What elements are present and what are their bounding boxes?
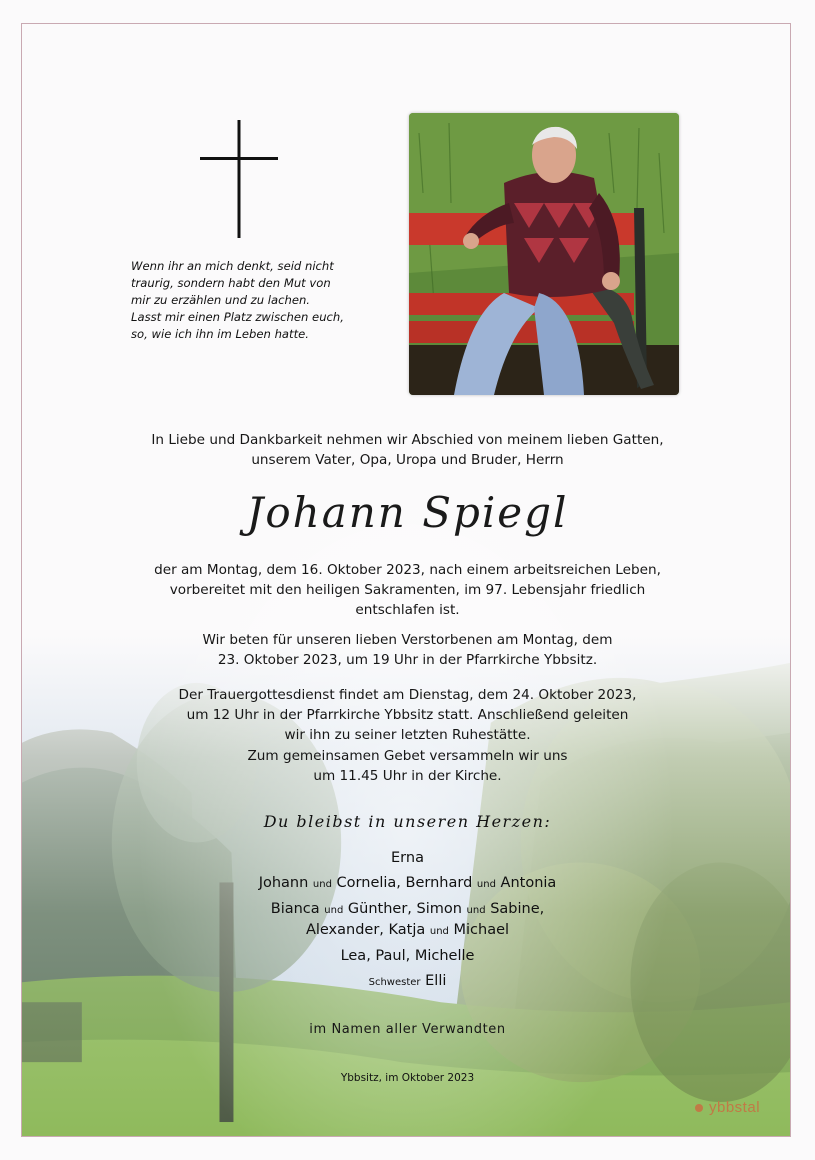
mass-line: Der Trauergottesdienst findet am Dienstag, dem 24. Oktober 2023, — [178, 687, 637, 703]
motto-verse — [131, 258, 371, 343]
family-name: Elli — [425, 972, 447, 989]
death-line: entschlafen ist. — [355, 602, 460, 618]
motto-line: so, wie ich ihn im Leben hatte. — [131, 327, 309, 341]
ybbstal-logo: ybbstal — [709, 1099, 761, 1116]
motto-line: Wenn ihr an mich denkt, seid nicht — [131, 259, 334, 273]
prayer-text — [60, 630, 755, 670]
sister-label: Schwester — [368, 976, 421, 988]
family-name: Lea, Paul, Michelle — [340, 948, 475, 964]
family-name: Antonia — [500, 874, 557, 891]
prayer-line: 23. Oktober 2023, um 19 Uhr in der Pfarrkirche Ybbsitz. — [217, 652, 598, 668]
motto-line: mir zu erzählen und zu lachen. — [131, 293, 310, 307]
intro-line: unserem Vater, Opa, Uropa und Bruder, Herrn — [251, 452, 564, 468]
family-name: Günther, Simon — [347, 901, 462, 917]
hearts-heading: Du bleibst in unseren Herzen: — [263, 812, 552, 831]
family-line — [60, 846, 755, 871]
family-line — [60, 871, 755, 898]
mass-line: um 12 Uhr in der Pfarrkirche Ybbsitz statt. Anschließend geleiten — [186, 707, 629, 723]
family-name: Cornelia, Bernhard — [336, 874, 473, 891]
family-line — [60, 944, 755, 969]
gathering-line: Zum gemeinsamen Gebet versammeln wir uns — [247, 748, 568, 764]
ybbstal-logo-icon — [694, 1103, 704, 1113]
family-line — [60, 918, 755, 945]
gathering-line: um 11.45 Uhr in der Kirche. — [313, 768, 502, 784]
gathering-text — [60, 746, 755, 786]
portrait-photo — [409, 113, 679, 395]
mass-line: wir ihn zu seiner letzten Ruhestätte. — [284, 727, 531, 743]
family-name: Sabine, — [490, 901, 545, 917]
and-word: und — [312, 878, 332, 890]
death-text — [60, 560, 755, 620]
motto-line: traurig, sondern habt den Mut von — [131, 276, 331, 290]
relatives-text: im Namen aller Verwandten — [309, 1022, 506, 1037]
intro-line: In Liebe und Dankbarkeit nehmen wir Abschied von meinem lieben Gatten, — [151, 432, 664, 448]
and-word: und — [466, 905, 486, 916]
and-word: und — [324, 905, 344, 916]
place-date: Ybbsitz, im Oktober 2023 — [340, 1072, 475, 1084]
intro-text — [60, 430, 755, 470]
family-name: Bianca — [270, 901, 320, 917]
family-name: Michael — [453, 921, 510, 938]
family-name: Alexander, Katja — [305, 921, 426, 938]
family-list — [60, 846, 755, 995]
cross-icon — [200, 120, 278, 238]
family-name: Erna — [391, 850, 424, 866]
deceased-name: Johann Spiegl — [246, 488, 569, 537]
and-word: und — [476, 878, 496, 890]
death-line: der am Montag, dem 16. Oktober 2023, nach einem arbeitsreichen Leben, — [154, 562, 661, 578]
family-line — [60, 969, 755, 996]
and-word: und — [429, 925, 449, 937]
death-line: vorbereitet mit den heiligen Sakramenten, im 97. Lebensjahr friedlich — [169, 582, 646, 598]
prayer-line: Wir beten für unseren lieben Verstorbenen am Montag, dem — [202, 632, 613, 648]
motto-line: Lasst mir einen Platz zwischen euch, — [131, 310, 344, 324]
family-name: Johann — [258, 874, 309, 891]
mass-text — [60, 685, 755, 745]
